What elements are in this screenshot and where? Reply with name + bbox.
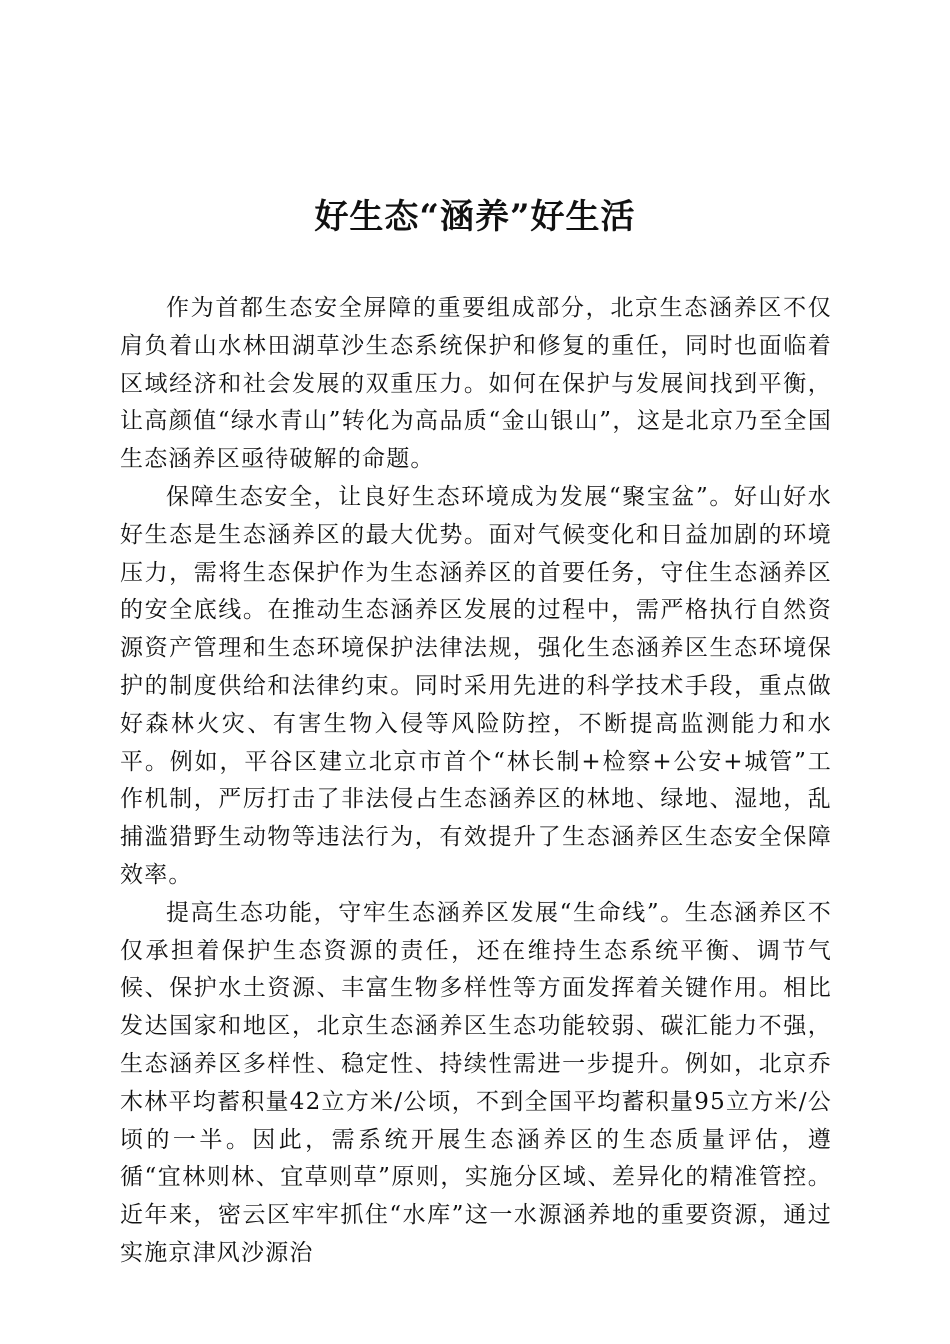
- document-title: 好生态“涵养”好生活: [314, 197, 636, 237]
- paragraph-ecological-function: 提高生态功能，守牢生态涵养区发展“生命线”。生态涵养区不仅承担着保护生态资源的责任，还在维持生态系统平衡、调节气候、保护水土资源、丰富生物多样性等方面发挥着关键作用。相比发达国家和地区，北京生态涵养区生态功能较弱、碳汇能力不强，生态涵养区多样性、稳定性、持续性需进一步提升。例如，北京乔木林平均蓄积量42立方米/公顷，不到全国平均蓄积量95立方米/公顷的一半。因此，需系统开展生态涵养区的生态质量评估，遵循“宜林则林、宜草则草”原则，实施分区域、差异化的精准管控。近年来，密云区牢牢抓住“水库”这一水源涵养地的重要资源，通过实施京津风沙源治: [120, 899, 832, 1266]
- document-body: [120, 290, 832, 1273]
- paragraph-ecological-security: 保障生态安全，让良好生态环境成为发展“聚宝盆”。好山好水好生态是生态涵养区的最大优势。面对气候变化和日益加剧的环境压力，需将生态保护作为生态涵养区的首要任务，守住生态涵养区的安全底线。在推动生态涵养区发展的过程中，需严格执行自然资源资产管理和生态环境保护法律法规，强化生态涵养区生态环境保护的制度供给和法律约束。同时采用先进的科学技术手段，重点做好森林火灾、有害生物入侵等风险防控，不断提高监测能力和水平。例如，平谷区建立北京市首个“林长制+检察+公安+城管”工作机制，严厉打击了非法侵占生态涵养区的林地、绿地、湿地，乱捕滥猎野生动物等违法行为，有效提升了生态涵养区生态安全保障效率。: [120, 483, 832, 888]
- paragraph-intro: 作为首都生态安全屏障的重要组成部分，北京生态涵养区不仅肩负着山水林田湖草沙生态系统保护和修复的重任，同时也面临着区域经济和社会发展的双重压力。如何在保护与发展间找到平衡，让高颜值“绿水青山”转化为高品质“金山银山”，这是北京乃至全国生态涵养区亟待破解的命题。: [120, 295, 832, 473]
